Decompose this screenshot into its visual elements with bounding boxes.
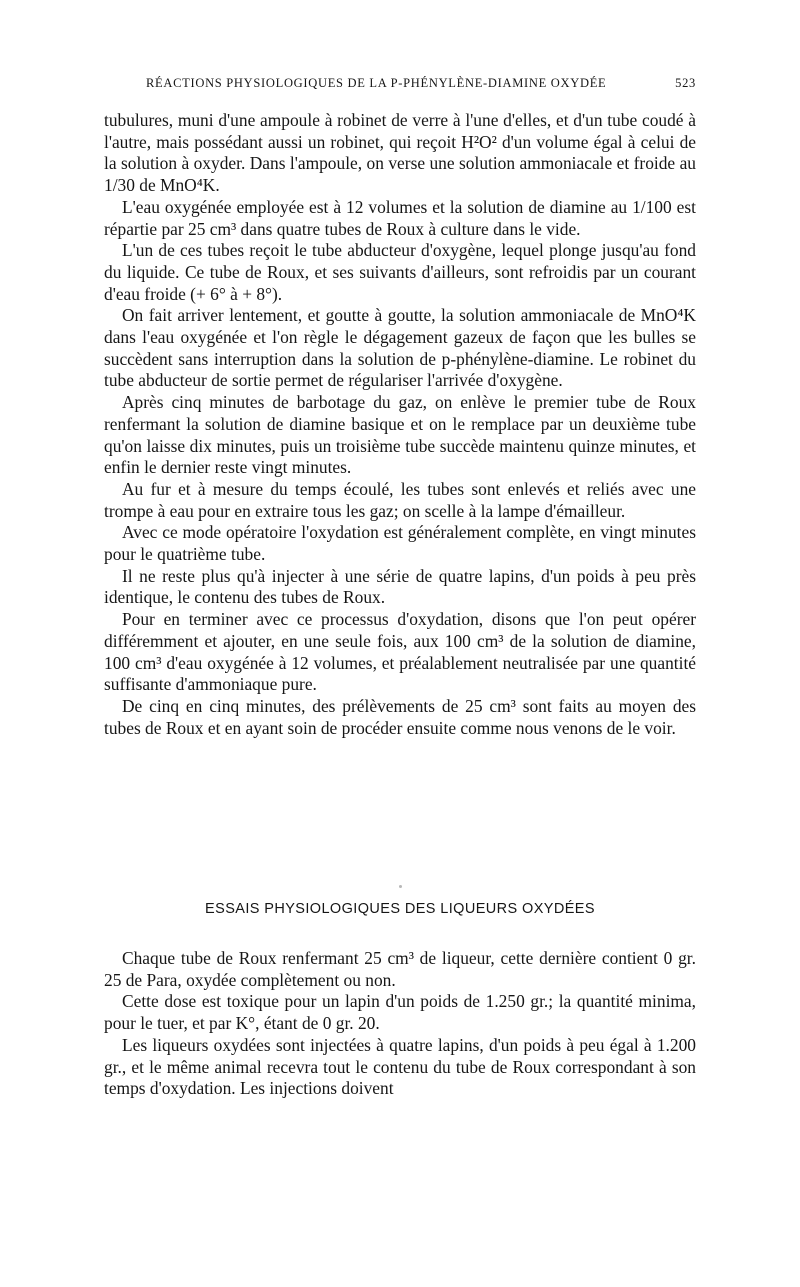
body-text-upper	[104, 110, 696, 739]
running-header	[104, 76, 696, 98]
paragraph: Les liqueurs oxydées sont injectées à quatre lapins, d'un poids à peu égal à 1.200 gr., et le même animal recevra tout le contenu du tube de Roux correspondant à son temps d'oxydation. Les injections doivent	[104, 1034, 696, 1099]
paragraph: De cinq en cinq minutes, des prélèvements de 25 cm³ sont faits au moyen des tubes de Roux et en ayant soin de procéder ensuite comme nous venons de le voir.	[104, 695, 696, 738]
paragraph: Cette dose est toxique pour un lapin d'un poids de 1.250 gr.; la quantité minima, pour le tuer, et par K°, étant de 0 gr. 20.	[104, 991, 696, 1034]
print-speck	[399, 885, 402, 888]
paragraph: Avec ce mode opératoire l'oxydation est généralement complète, en vingt minutes pour le quatrième tube.	[104, 522, 696, 565]
body-text-lower	[104, 948, 696, 1100]
paragraph: L'eau oxygénée employée est à 12 volumes et la solution de diamine au 1/100 est répartie par 25 cm³ dans quatre tubes de Roux à culture dans le vide.	[104, 196, 696, 239]
paragraph: Au fur et à mesure du temps écoulé, les tubes sont enlevés et reliés avec une trompe à eau pour en extraire tous les gaz; on scelle à la lampe d'émailleur.	[104, 478, 696, 521]
paragraph: Chaque tube de Roux renfermant 25 cm³ de liqueur, cette dernière contient 0 gr. 25 de Para, oxydée complètement ou non.	[104, 948, 696, 990]
paragraph: L'un de ces tubes reçoit le tube abducteur d'oxygène, lequel plonge jusqu'au fond du liquide. Ce tube de Roux, et ses suivants d'ailleurs, sont refroidis par un courant d'eau froide (+ 6° à + 8°).	[104, 240, 696, 304]
paragraph: Pour en terminer avec ce processus d'oxydation, disons que l'on peut opérer différemment et ajouter, en une seule fois, aux 100 cm³ de la solution de diamine, 100 cm³ d'eau oxygénée à 12 volumes, et préalablement neutralisée par une quantité suffisante d'ammoniaque pure.	[104, 609, 696, 695]
paragraph: tubulures, muni d'une ampoule à robinet de verre à l'une d'elles, et d'un tube coudé à l'autre, mais possédant aussi un robinet, qui reçoit H²O² d'un volume égal à celui de la solution à oxyder. Dans l'ampoule, on verse une solution ammoniacale et froide au 1/30 de MnO⁴K.	[104, 110, 696, 196]
paragraph: Il ne reste plus qu'à injecter à une série de quatre lapins, d'un poids à peu près identique, le contenu des tubes de Roux.	[104, 565, 696, 608]
section-heading: ESSAIS PHYSIOLOGIQUES DES LIQUEURS OXYDÉES	[205, 901, 595, 917]
running-title: RÉACTIONS PHYSIOLOGIQUES DE LA P-PHÉNYLÈNE-DIAMINE OXYDÉE	[146, 76, 607, 90]
page-number: 523	[675, 76, 696, 90]
paragraph: On fait arriver lentement, et goutte à goutte, la solution ammoniacale de MnO⁴K dans l'eau oxygénée et l'on règle le dégagement gazeux de façon que les bulles se succèdent sans interruption dans la solution de p-phénylène-diamine. Le robinet du tube abducteur de sortie permet de régulariser l'arrivée d'oxygène.	[104, 305, 696, 391]
paragraph: Après cinq minutes de barbotage du gaz, on enlève le premier tube de Roux renfermant la solution de diamine basique et on le remplace par un deuxième tube qu'on laisse dix minutes, puis un troisième tube succède maintenu quinze minutes, et enfin le dernier reste vingt minutes.	[104, 392, 696, 478]
